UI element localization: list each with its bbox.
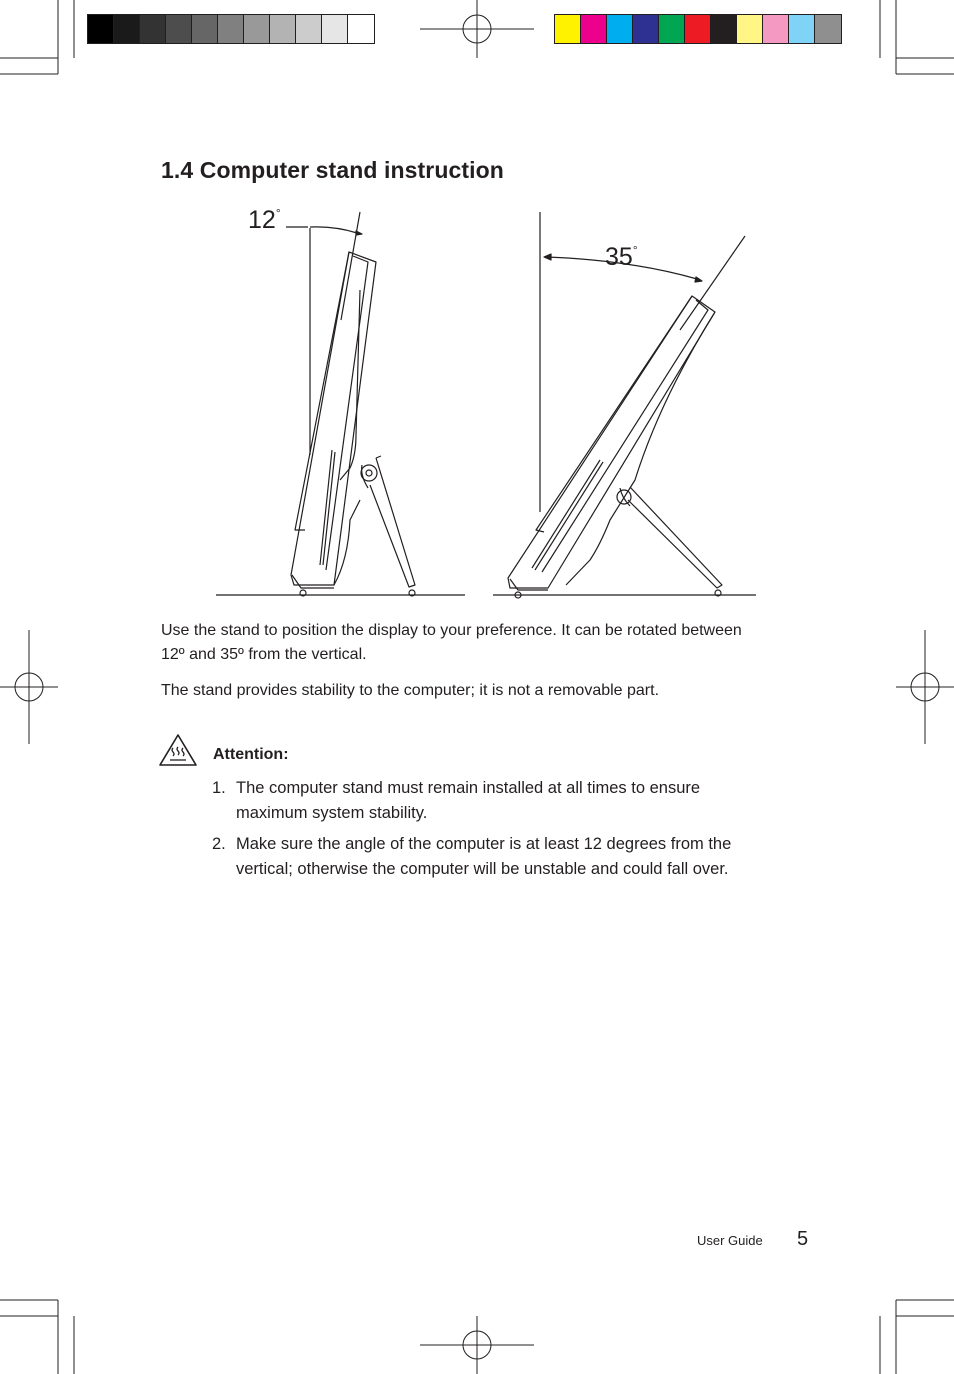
- gray-swatch: [192, 15, 218, 43]
- color-swatch: [659, 15, 685, 43]
- color-swatch: [711, 15, 737, 43]
- footer-label: User Guide: [697, 1233, 763, 1248]
- page-number: 5: [797, 1228, 809, 1250]
- gray-swatch: [114, 15, 140, 43]
- color-swatch: [737, 15, 763, 43]
- stand-angle-illustration: [210, 200, 770, 605]
- grayscale-color-bar: [87, 14, 375, 44]
- attention-label: Attention:: [213, 746, 289, 763]
- gray-swatch: [244, 15, 270, 43]
- tilt-reference-left: [341, 212, 360, 320]
- color-swatch: [607, 15, 633, 43]
- color-swatch: [685, 15, 711, 43]
- angle-label-left: 12°: [248, 206, 281, 234]
- section-title: 1.4 Computer stand instruction: [161, 157, 504, 183]
- gray-swatch: [166, 15, 192, 43]
- stand-description-paragraph: Use the stand to position the display to your preference. It can be rotated between 12º and 35º from the vertical.: [161, 622, 742, 663]
- attention-item-2: 2. Make sure the angle of the computer is at least 12 degrees from the vertical; otherwise the computer will be unstable and could fall over.: [212, 835, 732, 878]
- computer-upright-drawing: [286, 212, 415, 596]
- attention-list: [212, 776, 802, 888]
- gray-swatch: [296, 15, 322, 43]
- color-swatch: [633, 15, 659, 43]
- gray-swatch: [88, 15, 114, 43]
- attention-item-1: 1. The computer stand must remain installed at all times to ensure maximum system stability.: [212, 779, 701, 822]
- gray-swatch: [270, 15, 296, 43]
- gray-swatch: [218, 15, 244, 43]
- process-color-bar: [554, 14, 842, 44]
- hot-surface-warning-icon: [158, 733, 198, 767]
- gray-swatch: [348, 15, 374, 43]
- gray-swatch: [140, 15, 166, 43]
- color-swatch: [815, 15, 841, 43]
- angle-label-right: 35°: [605, 243, 638, 271]
- gray-swatch: [322, 15, 348, 43]
- color-swatch: [763, 15, 789, 43]
- color-swatch: [789, 15, 815, 43]
- color-swatch: [555, 15, 581, 43]
- angle-arc-left: [310, 227, 357, 233]
- color-swatch: [581, 15, 607, 43]
- stability-paragraph: The stand provides stability to the computer; it is not a removable part.: [161, 682, 660, 699]
